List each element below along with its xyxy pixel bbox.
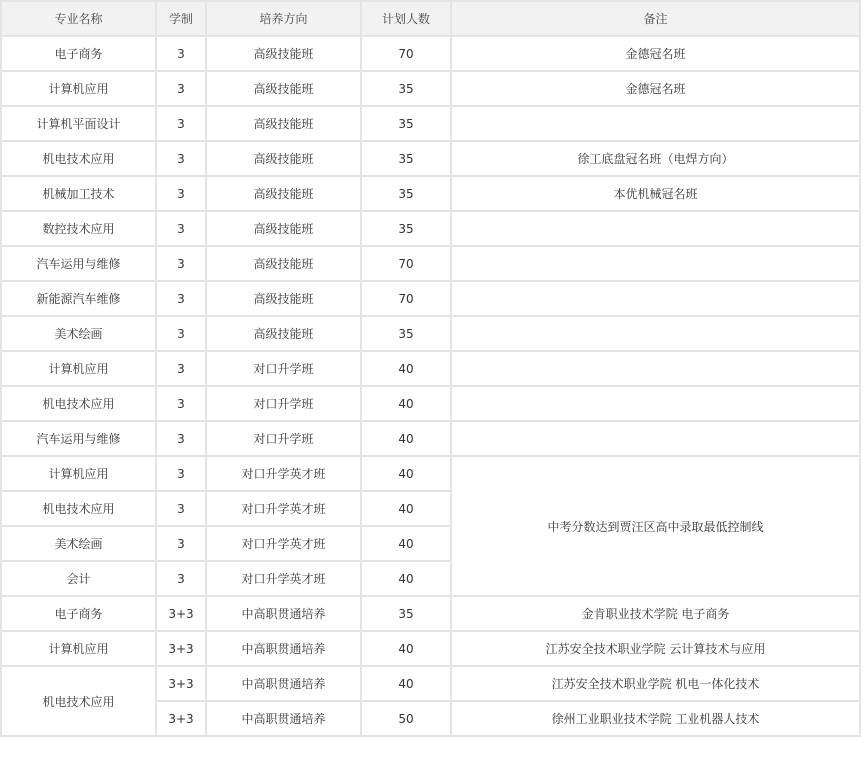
table-row <box>1 386 860 421</box>
note-cell-merged: 中考分数达到贾汪区高中录取最低控制线 <box>451 456 860 596</box>
years-cell: 3+3 <box>156 701 206 736</box>
count-cell: 40 <box>361 421 451 456</box>
direction-cell: 高级技能班 <box>206 106 361 141</box>
table-row <box>1 176 860 211</box>
count-cell: 40 <box>361 491 451 526</box>
major-cell-merged: 机电技术应用 <box>1 666 156 736</box>
direction-cell: 高级技能班 <box>206 246 361 281</box>
major-cell: 汽车运用与维修 <box>1 246 156 281</box>
table-row <box>1 211 860 246</box>
years-cell: 3 <box>156 71 206 106</box>
note-cell <box>451 281 860 316</box>
table-row <box>1 421 860 456</box>
major-cell: 计算机应用 <box>1 631 156 666</box>
count-cell: 40 <box>361 526 451 561</box>
major-cell: 机电技术应用 <box>1 386 156 421</box>
header-years: 学制 <box>156 1 206 36</box>
major-cell: 数控技术应用 <box>1 211 156 246</box>
note-cell <box>451 386 860 421</box>
major-cell: 电子商务 <box>1 596 156 631</box>
table-row <box>1 281 860 316</box>
count-cell: 70 <box>361 281 451 316</box>
count-cell: 35 <box>361 141 451 176</box>
direction-cell: 对口升学班 <box>206 351 361 386</box>
count-cell: 70 <box>361 36 451 71</box>
years-cell: 3 <box>156 526 206 561</box>
years-cell: 3 <box>156 36 206 71</box>
years-cell: 3 <box>156 211 206 246</box>
count-cell: 40 <box>361 631 451 666</box>
table-row <box>1 106 860 141</box>
major-cell: 美术绘画 <box>1 316 156 351</box>
note-cell: 本优机械冠名班 <box>451 176 860 211</box>
major-cell: 计算机应用 <box>1 351 156 386</box>
major-cell: 新能源汽车维修 <box>1 281 156 316</box>
years-cell: 3 <box>156 386 206 421</box>
note-cell: 江苏安全技术职业学院 云计算技术与应用 <box>451 631 860 666</box>
header-major: 专业名称 <box>1 1 156 36</box>
direction-cell: 中高职贯通培养 <box>206 596 361 631</box>
note-cell: 金德冠名班 <box>451 71 860 106</box>
count-cell: 70 <box>361 246 451 281</box>
major-cell: 计算机应用 <box>1 456 156 491</box>
table-row <box>1 141 860 176</box>
years-cell: 3 <box>156 316 206 351</box>
direction-cell: 高级技能班 <box>206 281 361 316</box>
count-cell: 40 <box>361 456 451 491</box>
years-cell: 3 <box>156 281 206 316</box>
direction-cell: 高级技能班 <box>206 71 361 106</box>
count-cell: 35 <box>361 106 451 141</box>
note-cell <box>451 211 860 246</box>
major-cell: 计算机应用 <box>1 71 156 106</box>
table-row <box>1 666 860 701</box>
direction-cell: 对口升学班 <box>206 421 361 456</box>
years-cell: 3 <box>156 106 206 141</box>
direction-cell: 高级技能班 <box>206 176 361 211</box>
major-cell: 美术绘画 <box>1 526 156 561</box>
count-cell: 35 <box>361 176 451 211</box>
table-row <box>1 71 860 106</box>
header-count: 计划人数 <box>361 1 451 36</box>
years-cell: 3 <box>156 246 206 281</box>
header-note: 备注 <box>451 1 860 36</box>
direction-cell: 高级技能班 <box>206 36 361 71</box>
table-row <box>1 631 860 666</box>
years-cell: 3 <box>156 456 206 491</box>
major-cell: 机械加工技术 <box>1 176 156 211</box>
direction-cell: 对口升学英才班 <box>206 561 361 596</box>
count-cell: 35 <box>361 596 451 631</box>
note-cell <box>451 351 860 386</box>
note-cell: 徐州工业职业技术学院 工业机器人技术 <box>451 701 860 736</box>
major-cell: 电子商务 <box>1 36 156 71</box>
count-cell: 35 <box>361 71 451 106</box>
direction-cell: 对口升学英才班 <box>206 491 361 526</box>
count-cell: 35 <box>361 316 451 351</box>
major-cell: 机电技术应用 <box>1 141 156 176</box>
note-cell: 徐工底盘冠名班（电焊方向） <box>451 141 860 176</box>
direction-cell: 中高职贯通培养 <box>206 701 361 736</box>
major-cell: 会计 <box>1 561 156 596</box>
count-cell: 40 <box>361 666 451 701</box>
direction-cell: 中高职贯通培养 <box>206 666 361 701</box>
major-cell: 汽车运用与维修 <box>1 421 156 456</box>
direction-cell: 高级技能班 <box>206 211 361 246</box>
years-cell: 3 <box>156 141 206 176</box>
table-row <box>1 456 860 491</box>
years-cell: 3 <box>156 421 206 456</box>
years-cell: 3+3 <box>156 596 206 631</box>
note-cell <box>451 106 860 141</box>
years-cell: 3 <box>156 351 206 386</box>
table-row <box>1 316 860 351</box>
note-cell: 金德冠名班 <box>451 36 860 71</box>
major-cell: 机电技术应用 <box>1 491 156 526</box>
direction-cell: 对口升学班 <box>206 386 361 421</box>
table-row <box>1 351 860 386</box>
years-cell: 3+3 <box>156 631 206 666</box>
table-row <box>1 246 860 281</box>
header-row <box>1 1 860 36</box>
years-cell: 3+3 <box>156 666 206 701</box>
count-cell: 40 <box>361 386 451 421</box>
note-cell <box>451 246 860 281</box>
note-cell <box>451 421 860 456</box>
years-cell: 3 <box>156 561 206 596</box>
note-cell <box>451 316 860 351</box>
direction-cell: 对口升学英才班 <box>206 456 361 491</box>
direction-cell: 高级技能班 <box>206 316 361 351</box>
direction-cell: 中高职贯通培养 <box>206 631 361 666</box>
count-cell: 40 <box>361 351 451 386</box>
note-cell: 江苏安全技术职业学院 机电一体化技术 <box>451 666 860 701</box>
table-row <box>1 36 860 71</box>
major-cell: 计算机平面设计 <box>1 106 156 141</box>
direction-cell: 高级技能班 <box>206 141 361 176</box>
header-direction: 培养方向 <box>206 1 361 36</box>
table-row <box>1 596 860 631</box>
count-cell: 50 <box>361 701 451 736</box>
count-cell: 35 <box>361 211 451 246</box>
note-cell: 金肯职业技术学院 电子商务 <box>451 596 860 631</box>
years-cell: 3 <box>156 176 206 211</box>
direction-cell: 对口升学英才班 <box>206 526 361 561</box>
count-cell: 40 <box>361 561 451 596</box>
years-cell: 3 <box>156 491 206 526</box>
